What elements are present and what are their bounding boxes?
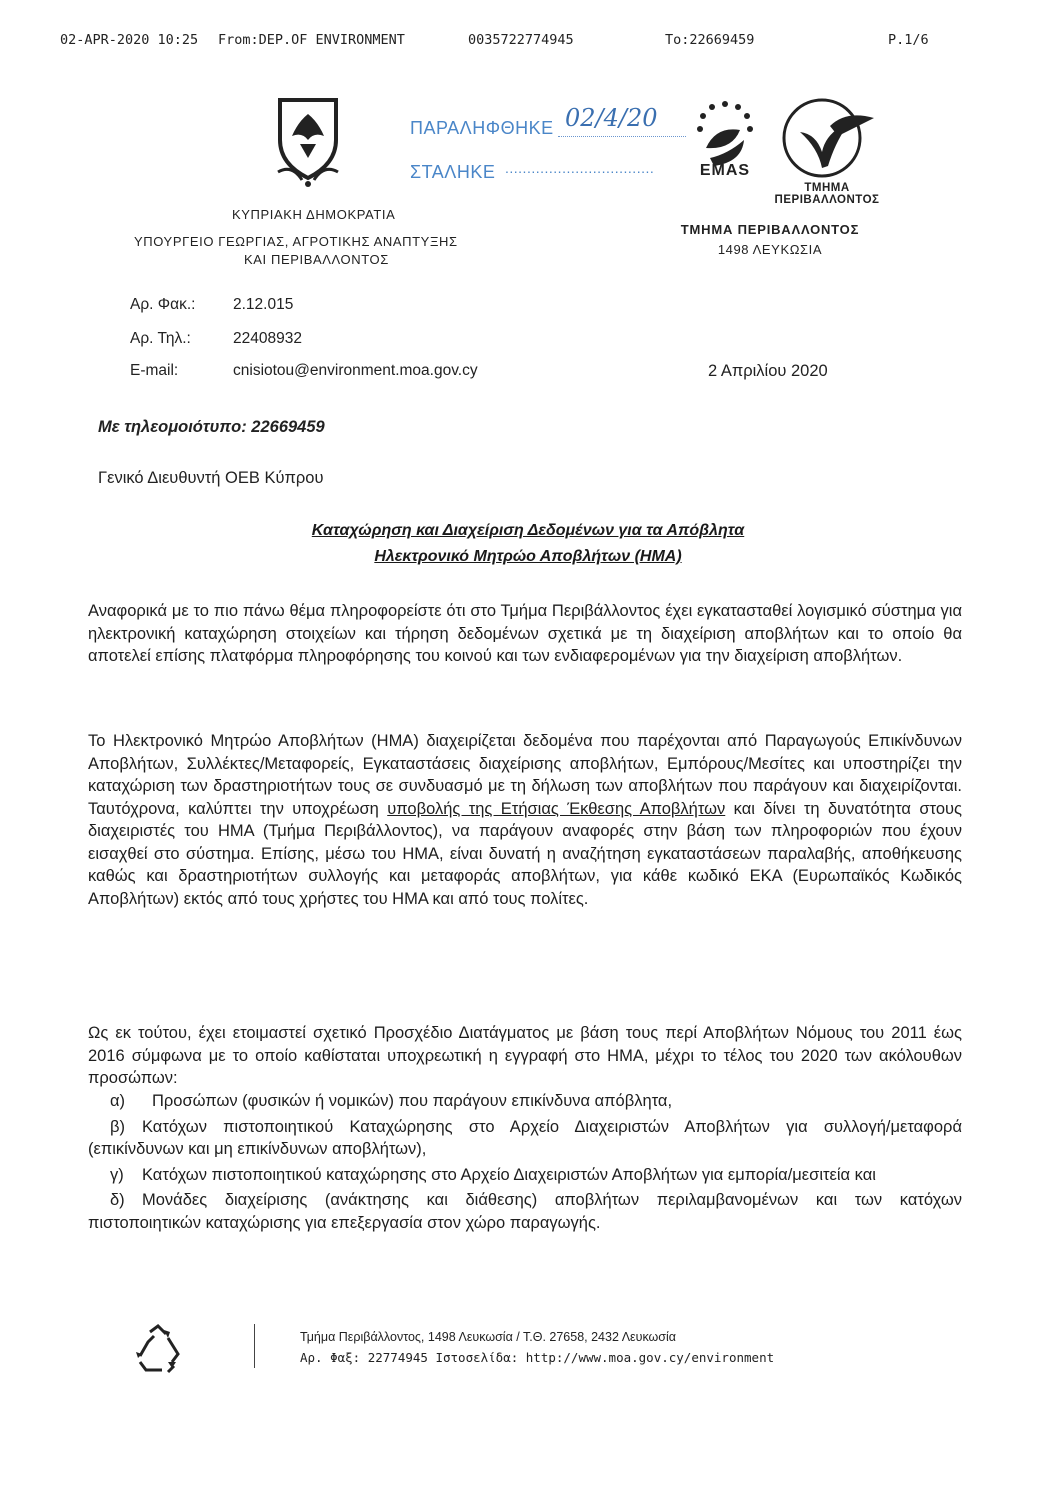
recycle-icon [128, 1322, 188, 1378]
department-logo-label: ΤΜΗΜΑ ΠΕΡΙΒΑΛΛΟΝΤΟΣ [774, 182, 880, 206]
fax-from: From:DEP.OF ENVIRONMENT [218, 32, 405, 48]
emas-label: EMAS [699, 162, 751, 179]
fax-datetime: 02-APR-2020 10:25 [60, 32, 199, 48]
footer-divider [254, 1324, 256, 1368]
paragraph-2-underlined: υποβολής της Ετήσιας Έκθεσης Αποβλήτων [387, 799, 726, 818]
list-item [88, 1090, 962, 1113]
received-date-handwritten: 02/4/20 [565, 104, 658, 132]
ministry-line-1: ΥΠΟΥΡΓΕΙΟ ΓΕΩΡΓΙΑΣ, ΑΓΡΟΤΙΚΗΣ ΑΝΑΠΤΥΞΗΣ [134, 234, 458, 249]
addressee: Γενικό Διευθυντή ΟΕΒ Κύπρου [98, 469, 324, 487]
phone-label: Αρ. Τηλ.: [130, 330, 191, 347]
list-item [88, 1164, 962, 1187]
list-text: Μονάδες διαχείρισης (ανάκτησης και διάθεσης) αποβλήτων περιλαμβανομένων και των κατόχων πιστοποιητικών καταχώρισης για επεξεργασία στον χώρο παραγωγής. [88, 1191, 962, 1232]
sent-stamp-label: ΣΤΑΛΗΚΕ [410, 162, 496, 182]
list-marker: δ) [110, 1191, 125, 1209]
fax-recipient-line [98, 418, 325, 437]
list-text: Προσώπων (φυσικών ή νομικών) που παράγουν επικίνδυνα απόβλητα, [152, 1092, 673, 1110]
republic-label: ΚΥΠΡΙΑΚΗ ΔΗΜΟΚΡΑΤΙΑ [232, 207, 396, 222]
list-text: Κατόχων πιστοποιητικού Καταχώρησης στο Αρχείο Διαχειριστών Αποβλήτων για συλλογή/μεταφορά (επικίνδυνων και μη επικίνδυνων αποβλήτων), [88, 1117, 962, 1158]
list-marker: α) [110, 1092, 126, 1110]
sent-stamp-dots: .................................. [505, 160, 655, 176]
paragraph-2-part-b: και δίνει τη δυνατότητα στους διαχειριστές του ΗΜΑ (Τμήμα Περιβάλλοντος), να παράγουν αναφορές στην βάση των πληροφοριών που έχουν εισαχθεί στο σύστημα. Επίσης, μέσω του ΗΜΑ, είναι δυνατή η αναζήτηση εγκαταστάσεων παραλαβής, αποθήκευσης καθώς και δραστηριοτήτων συλλογής και μεταφοράς αποβλήτων, για κάθε κωδικό ΕΚΑ (Ευρωπαϊκός Κωδικός Αποβλήτων) εκτός από τους χρήστες του ΗΜΑ και από τους πολίτες. [88, 799, 962, 908]
received-stamp-label: ΠΑΡΑΛΗΦΘΗΚΕ [410, 118, 554, 138]
list-marker: γ) [110, 1165, 124, 1184]
list-marker: β) [110, 1117, 125, 1136]
fax-header [60, 32, 960, 52]
footer-contact: Αρ. Φαξ: 22774945 Ιστοσελίδα: http://www.moa.gov.cy/environment [300, 1350, 775, 1365]
list-text: Κατόχων πιστοποιητικού καταχώρησης στο Αρχείο Διαχειριστών Αποβλήτων για εμπορία/μεσιτεία και [142, 1165, 876, 1184]
coat-of-arms-icon [268, 92, 348, 190]
list-item [88, 1116, 962, 1161]
emas-logo-icon [692, 96, 758, 204]
letter-date: 2 Απριλίου 2020 [708, 362, 828, 380]
paragraph-2 [88, 730, 962, 910]
obligations-list [88, 1090, 962, 1234]
department-name: ΤΜΗΜΑ ΠΕΡΙΒΑΛΛΟΝΤΟΣ [680, 222, 860, 237]
fax-recipient-text: Με τηλεομοιότυπο: 22669459 [98, 418, 325, 436]
fax-page: P.1/6 [888, 32, 929, 48]
paragraph-2-part-a: Το Ηλεκτρονικό Μητρώο Αποβλήτων (ΗΜΑ) διαχειρίζεται δεδομένα που παρέχονται από Παραγωγούς Επικίνδυνων Αποβλήτων, Συλλέκτες/Μεταφορείς, Εγκαταστάσεις διαχείρισης αποβλήτων, Εμπόρους/Μεσίτες και υποστηρίζει την καταχώριση των δραστηριοτήτων τους σε συνδυασμό με τη δήλωση των αποβλήτων που παράγουν και διαχειρίζονται. Ταυτόχρονα, καλύπτει την υποχρέωση [88, 732, 962, 818]
subject-line-1: Καταχώρηση και Διαχείριση Δεδομένων για τα Απόβλητα [311, 522, 745, 539]
file-number-label: Αρ. Φακ.: [130, 296, 196, 313]
fax-to: To:22669459 [665, 32, 755, 48]
file-number-value: 2.12.015 [233, 296, 294, 313]
subject-line-2: Ηλεκτρονικό Μητρώο Αποβλήτων (ΗΜΑ) [374, 548, 682, 565]
paragraph-1: Αναφορικά με το πιο πάνω θέμα πληροφορείστε ότι στο Τμήμα Περιβάλλοντος έχει εγκατασταθεί λογισμικό σύστημα για ηλεκτρονική καταχώρηση στοιχείων και τήρηση δεδομένων σχετικά με τη διαχείριση αποβλήτων και το οποίο θα αποτελεί επίσης πλατφόρμα πληροφόρησης του κοινού και των ενδιαφερομένων για την διαχείριση αποβλήτων. [88, 602, 962, 665]
email-value: cnisiotou@environment.moa.gov.cy [233, 362, 478, 379]
ministry-line-2: ΚΑΙ ΠΕΡΙΒΑΛΛΟΝΤΟΣ [244, 252, 389, 267]
list-item [88, 1189, 962, 1234]
footer-address: Τμήμα Περιβάλλοντος, 1498 Λευκωσία / Τ.Θ. 27658, 2432 Λευκωσία [300, 1330, 677, 1344]
fax-from-number: 0035722774945 [468, 32, 574, 48]
department-city: 1498 ΛΕΥΚΩΣΙΑ [717, 242, 823, 257]
received-line [558, 136, 686, 137]
phone-value: 22408932 [233, 330, 302, 347]
paragraph-3: Ως εκ τούτου, έχει ετοιμαστεί σχετικό Προσχέδιο Διατάγματος με βάση τους περί Αποβλήτων Νόμους του 2011 έως 2016 σύμφωνα με το οποίο καθίσταται υποχρεωτική η εγγραφή στο ΗΜΑ, μέχρι το τέλος του 2020 των ακόλουθων προσώπων: [88, 1024, 962, 1087]
email-label: E-mail: [130, 362, 179, 379]
department-logo-icon [770, 96, 884, 206]
